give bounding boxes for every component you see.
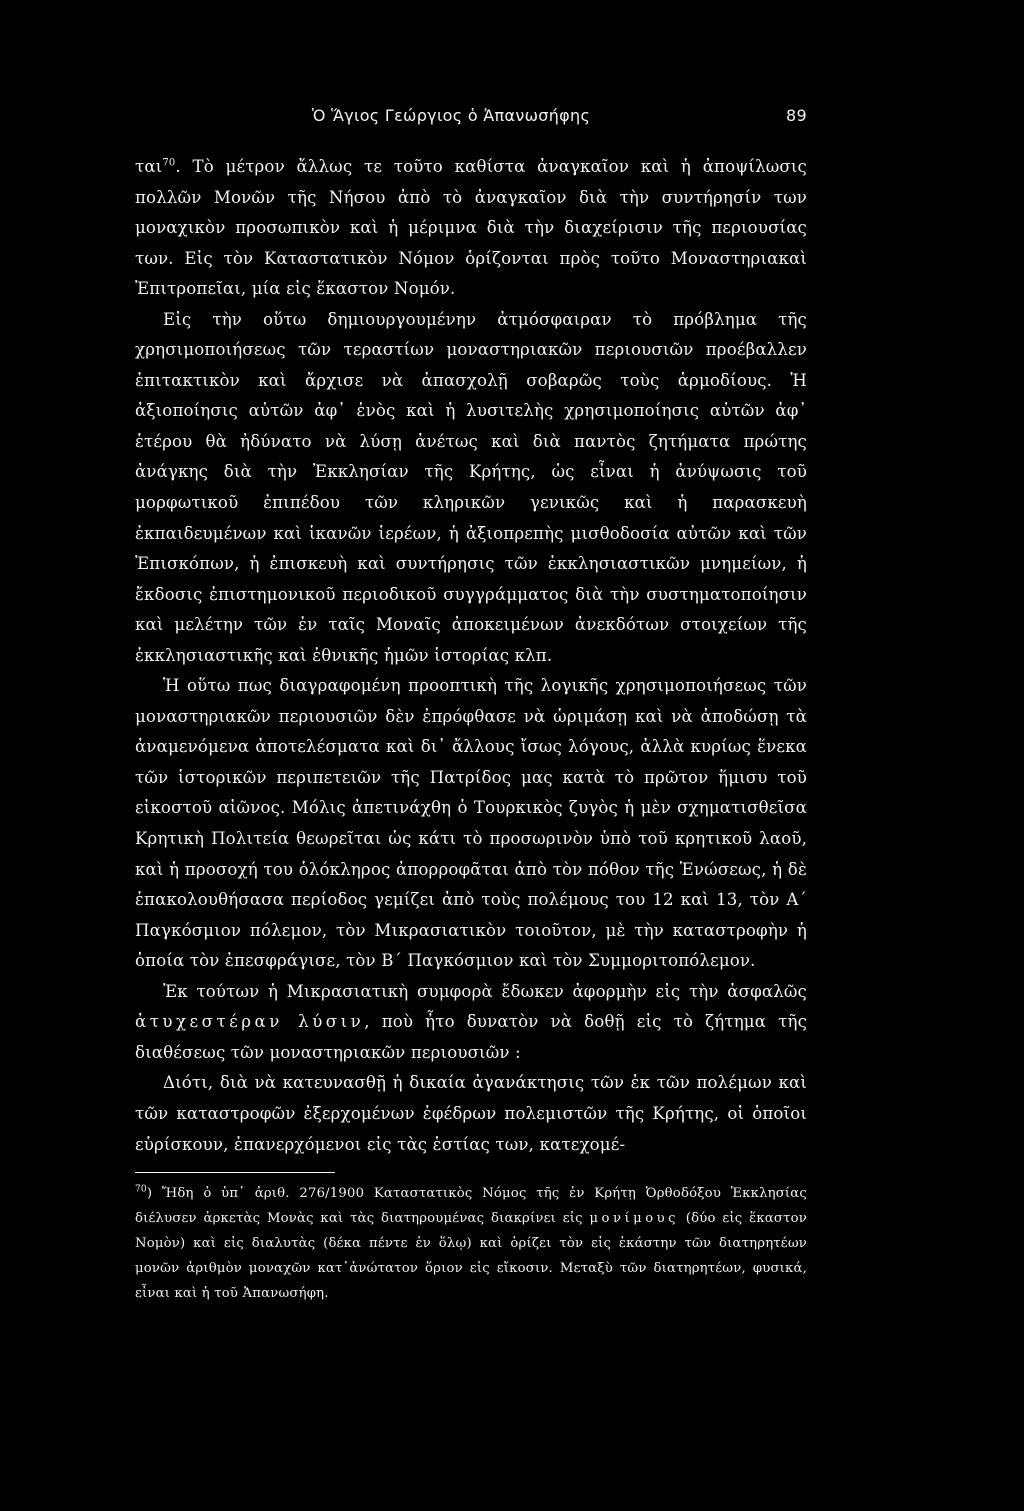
paragraph-1-start: ται [135,157,163,176]
paragraph-2: Εἰς τὴν οὕτω δημιουργουμένην ἀτμόσφαιραν τὸ πρόβλημα τῆς χρησιμοποιήσεως τῶν τεραστίων μοναστηριακῶν περιουσιῶν προέβαλλεν ἐπιτακτικὸν καὶ ἄρχισε νὰ ἀπασχολῇ σοβαρῶς τοὺς ἁρμοδίους. Ἡ ἀξιοποίησις αὐτῶν ἀφ᾿ ἑνὸς καὶ ἡ λυσιτελὴς χρησιμοποίησις αὐτῶν ἀφ᾿ ἑτέρου θὰ ἠδύνατο νὰ λύσῃ ἀνέτως καὶ διὰ παντὸς ζητήματα πρώτης ἀνάγκης διὰ τὴν Ἐκκλησίαν τῆς Κρήτης, ὡς εἶναι ἡ ἀνύψωσις τοῦ μορφωτικοῦ ἐπιπέδου τῶν κληρικῶν γενικῶς καὶ ἡ παρασκευὴ ἐκπαιδευμένων καὶ ἱκανῶν ἱερέων, ἡ ἀξιοπρεπὴς μισθοδοσία αὐτῶν καὶ τῶν Ἐπισκόπων, ἡ ἐπισκευὴ καὶ συντήρησις τῶν ἐκκλησιαστικῶν μνημείων, ἡ ἔκδοσις ἐπιστημονικοῦ περιοδικοῦ συγγράμματος διὰ τὴν συστηματοποίησιν καὶ μελέτην τῶν ἐν ταῖς Μοναῖς ἀποκειμένων ἀνεκδότων στοιχείων τῆς ἐκκλησιαστικῆς καὶ ἐθνικῆς ἡμῶν ἱστορίας κλπ. [135,309,807,665]
running-head [135,102,807,152]
page-number: 89 [786,106,807,125]
footnotes [135,1181,807,1306]
spaced-emphasis: ἀτυχεστέραν λύσιν [135,1012,365,1032]
paragraph-4-start: Ἐκ τούτων ἡ Μικρασιατικὴ συμφορὰ ἔδωκεν ἀφορμὴν εἰς τὴν ἀσφαλῶς [163,981,807,1001]
book-page [135,102,807,1482]
paragraph-4 [135,977,807,1069]
footnote-70 [135,1181,807,1306]
footnote-text-rest: (δύο εἰς ἕκαστον Νομὸν) καὶ εἰς διαλυτὰς (δέκα πέντε ἐν ὅλῳ) καὶ ὁρίζει τὸν εἰς ἑκάστην τῶν διατηρητέων μονῶν ἀριθμὸν μοναχῶν κατ᾿ἀνώτατον ὅριον εἰς εἴκοσιν. Μεταξὺ τῶν διατηρητέων, φυσικά, εἶναι καὶ ἡ τοῦ Ἀπανωσήφη. [135,1211,807,1302]
footnote-reference: 70 [162,157,176,169]
paragraph-5: Διότι, διὰ νὰ κατευνασθῇ ἡ δικαία ἀγανάκτησις τῶν ἐκ τῶν πολέμων καὶ τῶν καταστροφῶν ἐξερχομένων ἐφέδρων πολεμιστῶν τῆς Κρήτης, οἱ ὁποῖοι εὑρίσκουν, ἐπανερχόμενοι εἰς τὰς ἑστίας των, κατεχομέ- [135,1073,807,1154]
footnote-spaced-emphasis: μονίμους [589,1211,680,1227]
body-text [135,152,807,1160]
footnote-divider [135,1172,335,1173]
paragraph-1 [135,152,807,305]
paragraph-4-rest: , ποὺ ἦτο δυνατὸν νὰ δοθῇ εἰς τὸ ζήτημα τῆς διαθέσεως τῶν μοναστηριακῶν περιουσιῶν : [135,1012,808,1062]
paragraph-3: Ἡ οὕτω πως διαγραφομένη προοπτικὴ τῆς λογικῆς χρησιμοποιήσεως τῶν μοναστηριακῶν περιουσιῶν δὲν ἐπρόφθασε νὰ ὡριμάσῃ καὶ νὰ ἀποδώσῃ τὰ ἀναμενόμενα ἀποτελέσματα καὶ δι᾿ ἄλλους ἴσως λόγους, ἀλλὰ κυρίως ἕνεκα τῶν ἱστορικῶν περιπετειῶν τῆς Πατρίδος μας κατὰ τὸ πρῶτον ἥμισυ τοῦ εἰκοστοῦ αἰῶνος. Μόλις ἀπετινάχθη ὁ Τουρκικὸς ζυγὸς ἡ μὲν σχηματισθεῖσα Κρητικὴ Πολιτεία θεωρεῖται ὡς κάτι τὸ προσωρινὸν ὑπὸ τοῦ κρητικοῦ λαοῦ, καὶ ἡ προσοχή του ὁλόκληρος ἀπορροφᾶται ἀπὸ τὸν πόθον τῆς Ἑνώσεως, ἡ δὲ ἐπακολουθήσασα περίοδος γεμίζει ἀπὸ τοὺς πολέμους του 12 καὶ 13, τὸν Α΄ Παγκόσμιον πόλεμον, τὸν Μικρασιατικὸν τοιοῦτον, μὲ τὴν καταστροφὴν ἡ ὁποία τὸν ἐπεσφράγισε, τὸν Β΄ Παγκόσμιον καὶ τὸν Συμμοριτοπόλεμον. [135,676,807,971]
footnote-text-start: ) Ἤδη ὁ ὑπ᾿ ἀριθ. 276/1900 Καταστατικὸς Νόμος τῆς ἐν Κρήτῃ Ὀρθοδόξου Ἐκκλησίας διέλυσεν ἀρκετὰς Μονὰς καὶ τὰς διατηρουμένας διακρίνει εἰς [135,1186,807,1227]
paragraph-1-rest: . Τὸ μέτρον ἄλλως τε τοῦτο καθίστα ἀναγκαῖον καὶ ἡ ἀποψίλωσις πολλῶν Μονῶν τῆς Νήσου ἀπὸ τὸ ἀναγκαῖον διὰ τὴν συντήρησίν των μοναχικὸν προσωπικὸν καὶ ἡ μέριμνα διὰ τὴν διαχείρισιν τῆς περιουσίας των. Εἰς τὸν Καταστατικὸν Νόμον ὁρίζονται πρὸς τοῦτο Μοναστηριακαὶ Ἐπιτροπεῖαι, μία εἰς ἕκαστον Νομόν. [135,157,807,299]
footnote-marker: 70 [135,1184,147,1195]
running-head-title: Ὁ Ἅγιος Γεώργιος ὁ Ἀπανωσήφης [311,106,591,125]
